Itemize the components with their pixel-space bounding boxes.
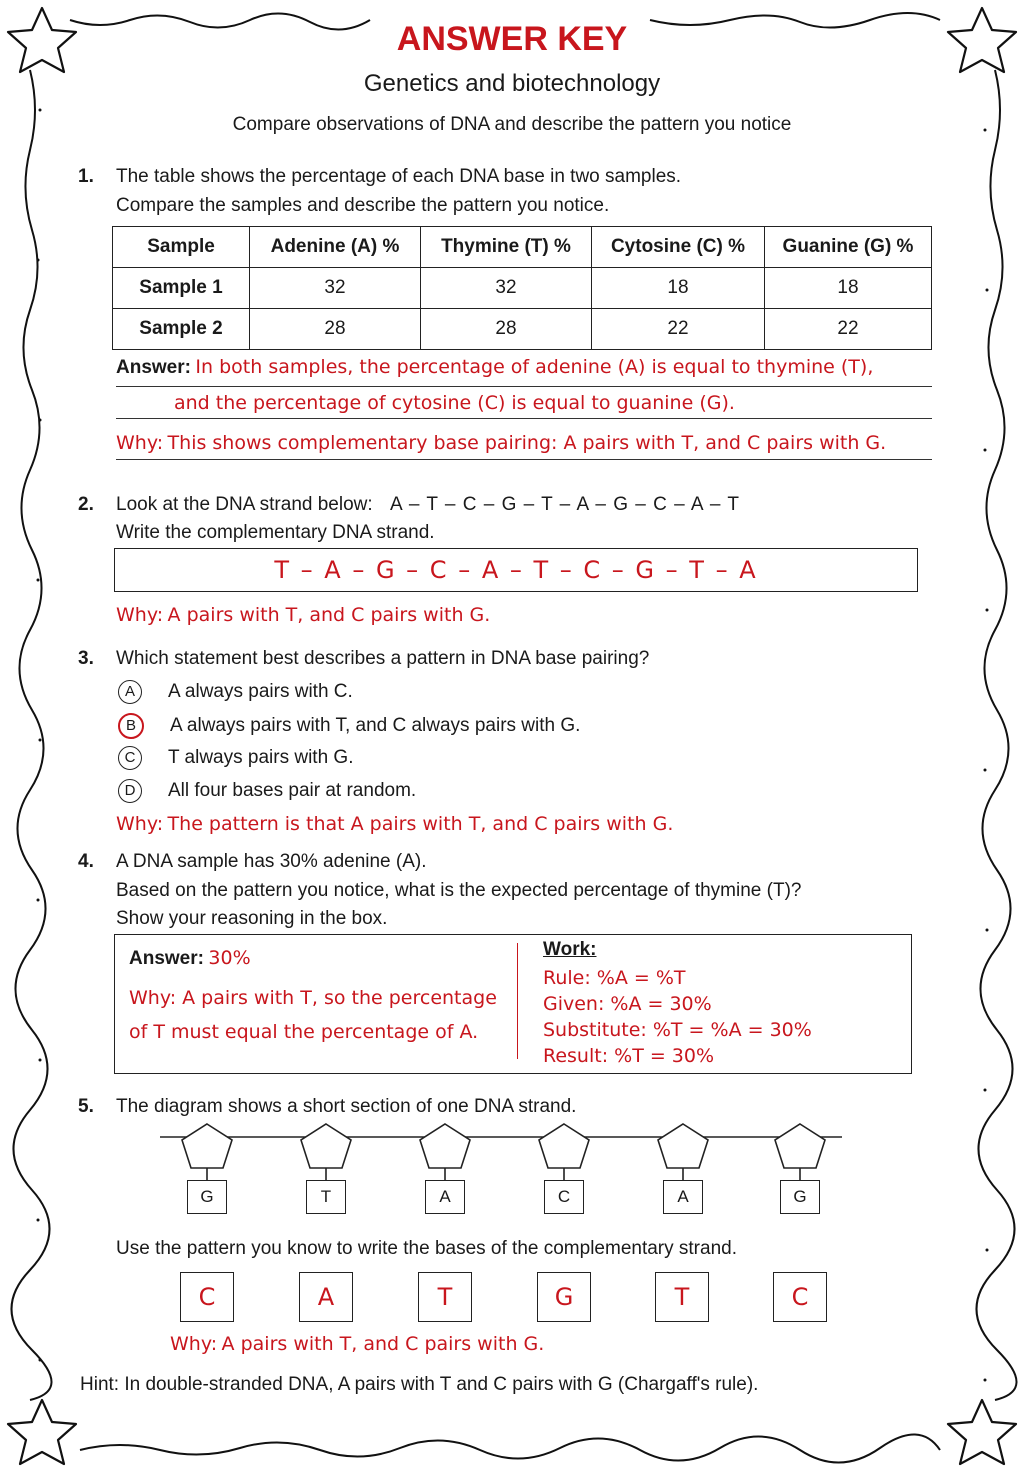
question-text: The table shows the percentage of each DNA base in two samples.: [116, 166, 682, 187]
why-line: [170, 1333, 544, 1355]
complementary-base-box[interactable]: C: [773, 1272, 827, 1322]
why-text: The pattern is that A pairs with T, and C pairs with G.: [167, 813, 674, 835]
dna-base-table: [112, 226, 932, 350]
why-label: Why:: [170, 1333, 218, 1355]
work-line: Rule: %A = %T: [543, 967, 686, 989]
option-text: T always pairs with G.: [168, 747, 354, 769]
option-letter: D: [118, 779, 142, 803]
complementary-base-box[interactable]: G: [537, 1272, 591, 1322]
sugar-pentagon: [420, 1124, 470, 1168]
answer-line: [116, 392, 932, 419]
divider: [517, 943, 518, 1059]
question-text: The diagram shows a short section of one DNA strand.: [116, 1096, 577, 1117]
option-letter: A: [118, 680, 142, 704]
table-cell: 22: [592, 309, 765, 350]
strand-base: C: [544, 1180, 584, 1214]
strand-base: G: [187, 1180, 227, 1214]
table-row: [113, 309, 932, 350]
table-cell: 28: [421, 309, 592, 350]
complementary-base-box[interactable]: C: [180, 1272, 234, 1322]
question-text: Based on the pattern you notice, what is the expected percentage of thymine (T)?: [116, 880, 802, 901]
table-cell: 18: [592, 268, 765, 309]
answer-text: In both samples, the percentage of adenine (A) is equal to thymine (T),: [195, 356, 874, 378]
strand-base: T: [306, 1180, 346, 1214]
question-text: Show your reasoning in the box.: [116, 908, 388, 929]
question-text: Compare the samples and describe the pattern you notice.: [116, 195, 610, 216]
question-number: 5.: [78, 1096, 94, 1117]
option-letter-selected: B: [118, 713, 144, 739]
option-a[interactable]: [118, 680, 353, 704]
option-text: All four bases pair at random.: [168, 780, 417, 802]
sugar-pentagon: [539, 1124, 589, 1168]
table-cell: 18: [765, 268, 932, 309]
question-text: [116, 494, 740, 516]
question-text: Use the pattern you know to write the bases of the complementary strand.: [116, 1238, 737, 1259]
table-cell: 32: [421, 268, 592, 309]
table-cell: Sample 1: [113, 268, 250, 309]
why-label: Why:: [129, 987, 177, 1009]
answer-label: Answer:: [116, 357, 191, 378]
column-header: Cytosine (C) %: [592, 227, 765, 268]
option-text: A always pairs with T, and C always pairs with G.: [170, 715, 581, 737]
sugar-pentagon: [658, 1124, 708, 1168]
column-header: Thymine (T) %: [421, 227, 592, 268]
option-text: A always pairs with C.: [168, 681, 353, 703]
page-title: ANSWER KEY: [396, 20, 628, 58]
sugar-pentagon: [182, 1124, 232, 1168]
question-number: 1.: [78, 166, 94, 187]
why-text: A pairs with T, and C pairs with G.: [221, 1333, 545, 1355]
why-text-line: A pairs with T, so the percentage: [182, 987, 497, 1009]
table-header-row: [113, 227, 932, 268]
table-row: [113, 268, 932, 309]
sugar-pentagon: [301, 1124, 351, 1168]
work-line: Result: %T = 30%: [543, 1045, 715, 1067]
why-text: This shows complementary base pairing: A pairs with T, and C pairs with G.: [167, 432, 887, 454]
work-line: Substitute: %T = %A = 30%: [543, 1019, 812, 1041]
column-header: Adenine (A) %: [250, 227, 421, 268]
why-text: [129, 987, 497, 1009]
why-line: [116, 604, 490, 626]
intro-text: Compare observations of DNA and describe the pattern you notice: [232, 114, 792, 135]
page-subtitle: Genetics and biotechnology: [363, 70, 661, 97]
question-number: 4.: [78, 851, 94, 872]
why-line: [116, 813, 673, 835]
sugar-pentagon: [775, 1124, 825, 1168]
question-text: A DNA sample has 30% adenine (A).: [116, 851, 427, 872]
complementary-base-box[interactable]: A: [299, 1272, 353, 1322]
answer-row: [129, 947, 251, 970]
dna-strand-diagram: [0, 1118, 1024, 1182]
dna-strand: A – T – C – G – T – A – G – C – A – T: [389, 494, 740, 515]
strand-base: G: [780, 1180, 820, 1214]
table-cell: 28: [250, 309, 421, 350]
answer-value: 30%: [208, 947, 251, 969]
why-line: [116, 432, 932, 460]
question-text: Write the complementary DNA strand.: [116, 522, 435, 543]
question-number: 3.: [78, 648, 94, 669]
work-label: Work:: [543, 939, 597, 960]
option-b[interactable]: [118, 713, 580, 739]
option-d[interactable]: [118, 779, 416, 803]
answer-box: [114, 548, 918, 592]
why-text: A pairs with T, and C pairs with G.: [167, 604, 491, 626]
option-letter: C: [118, 746, 142, 770]
reasoning-box: [114, 934, 912, 1074]
hint-text: Hint: In double-stranded DNA, A pairs with T and C pairs with G (Chargaff's rule).: [80, 1374, 759, 1395]
complementary-strand: T – A – G – C – A – T – C – G – T – A: [274, 556, 758, 584]
complementary-base-box[interactable]: T: [655, 1272, 709, 1322]
why-label: Why:: [116, 432, 164, 454]
strand-base: A: [425, 1180, 465, 1214]
answer-text: and the percentage of cytosine (C) is equal to guanine (G).: [174, 392, 735, 414]
column-header: Sample: [113, 227, 250, 268]
strand-base: A: [663, 1180, 703, 1214]
column-header: Guanine (G) %: [765, 227, 932, 268]
why-text-line: of T must equal the percentage of A.: [129, 1021, 479, 1043]
question-text: Which statement best describes a pattern in DNA base pairing?: [116, 648, 650, 669]
answer-line: [116, 356, 932, 387]
option-c[interactable]: [118, 746, 353, 770]
work-line: Given: %A = 30%: [543, 993, 712, 1015]
why-label: Why:: [116, 813, 164, 835]
complementary-base-box[interactable]: T: [418, 1272, 472, 1322]
table-cell: 22: [765, 309, 932, 350]
question-prompt: Look at the DNA strand below:: [116, 494, 373, 515]
answer-label: Answer:: [129, 948, 204, 969]
table-cell: Sample 2: [113, 309, 250, 350]
question-number: 2.: [78, 494, 94, 515]
star-icon: [948, 1400, 1016, 1464]
star-icon: [8, 1400, 76, 1464]
table-cell: 32: [250, 268, 421, 309]
why-label: Why:: [116, 604, 164, 626]
